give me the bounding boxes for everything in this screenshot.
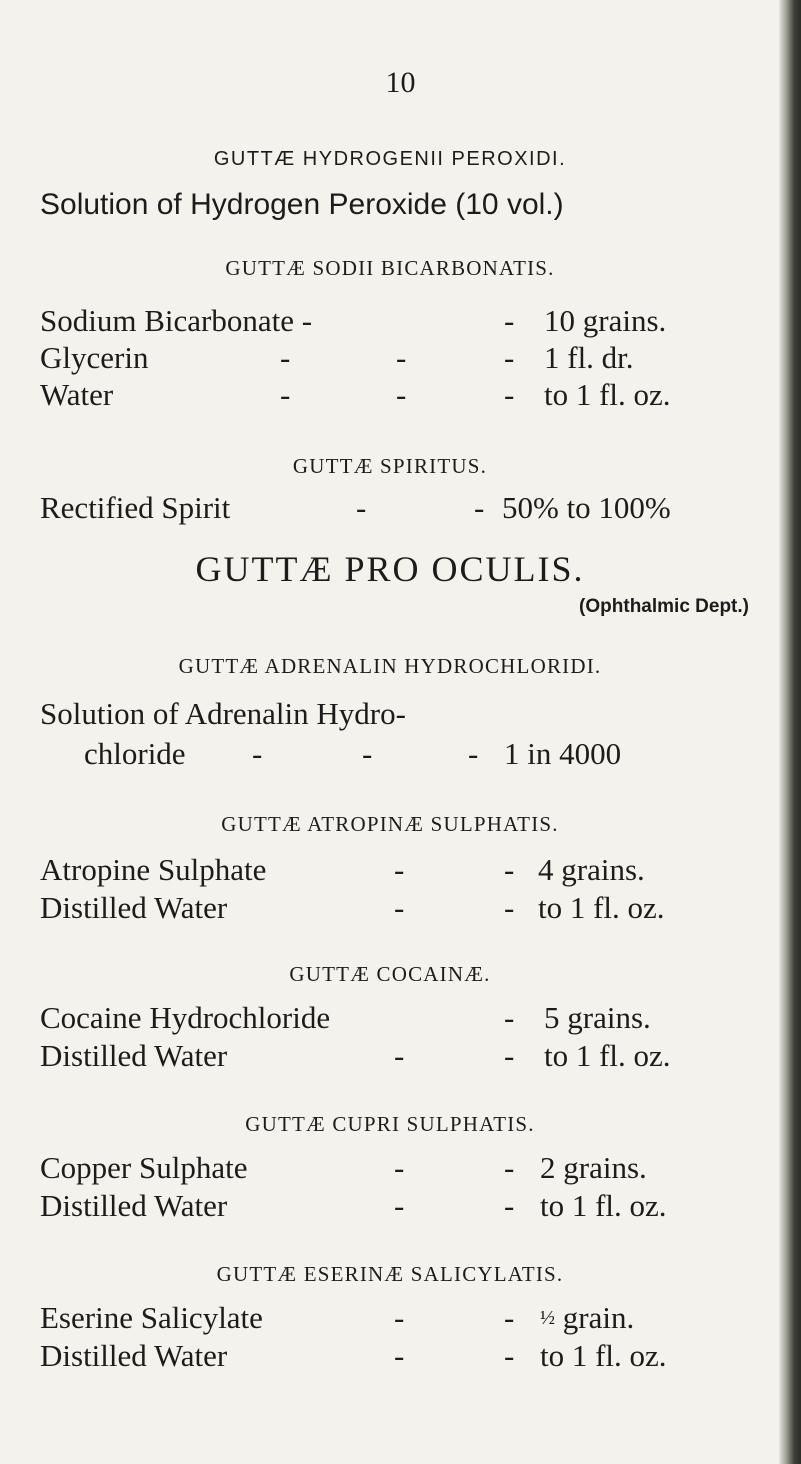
ingredient-row <box>40 890 740 930</box>
ingredient-quantity: 10 grains. <box>544 303 667 338</box>
ingredient-quantity: 5 grains. <box>544 1000 651 1035</box>
leader-dash: - <box>504 890 515 925</box>
ingredient-name: Atropine Sulphate <box>40 852 267 887</box>
ingredient-row <box>40 1188 740 1228</box>
ophthalmic-dept-note: (Ophthalmic Dept.) <box>579 596 749 617</box>
leader-dash: - <box>504 1338 515 1373</box>
ingredient-row <box>84 736 744 776</box>
fraction-half: ½ <box>540 1307 555 1329</box>
ingredient-name: Distilled Water <box>40 1188 228 1223</box>
hydrogen-peroxide-solution: Solution of Hydrogen Peroxide (10 vol.) <box>40 188 564 221</box>
leader-dash: - <box>394 1300 405 1335</box>
ingredient-name: Water <box>40 377 114 412</box>
heading-eserinae-salicylatis: GUTTÆ ESERINÆ SALICYLATIS. <box>216 1262 564 1286</box>
ingredient-quantity: 4 grains. <box>538 852 645 887</box>
leader-dash: - <box>504 303 515 338</box>
leader-dash: - <box>504 340 515 375</box>
ingredient-row <box>40 303 740 343</box>
leader-dash: - <box>504 1300 515 1335</box>
heading-spiritus: GUTTÆ SPIRITUS. <box>292 454 488 478</box>
leader-dash: - <box>394 852 405 887</box>
leader-dash: - <box>356 490 367 525</box>
ingredient-row <box>40 852 740 892</box>
page-number: 10 <box>385 66 416 99</box>
leader-dash: - <box>468 736 479 771</box>
ingredient-name: Glycerin <box>40 340 149 375</box>
ingredient-row <box>40 377 740 417</box>
heading-atropinae: GUTTÆ ATROPINÆ SULPHATIS. <box>221 812 559 836</box>
heading-pro-oculis: GUTTÆ PRO OCULIS. <box>195 549 585 589</box>
heading-cupri-sulphatis: GUTTÆ CUPRI SULPHATIS. <box>245 1112 535 1136</box>
leader-dash: - <box>504 1038 515 1073</box>
leader-dash: - <box>394 1338 405 1373</box>
ingredient-quantity: to 1 fl. oz. <box>540 1188 667 1223</box>
ingredient-row <box>40 1150 740 1190</box>
ingredient-row <box>40 1338 740 1378</box>
ingredient-row <box>40 1300 740 1340</box>
adrenalin-solution-line: Solution of Adrenalin Hydro- <box>40 696 406 731</box>
leader-dash: - <box>362 736 373 771</box>
leader-dash: - <box>504 1188 515 1223</box>
leader-dash: - <box>396 340 407 375</box>
ingredient-name: Distilled Water <box>40 890 228 925</box>
leader-dash: - <box>280 340 291 375</box>
leader-dash: - <box>474 490 485 525</box>
leader-dash: - <box>504 377 515 412</box>
quantity-unit: grain. <box>562 1300 635 1335</box>
leader-dash: - <box>394 890 405 925</box>
ingredient-row <box>40 1038 740 1078</box>
ingredient-row <box>40 340 740 380</box>
ingredient-quantity: 1 in 4000 <box>504 736 622 771</box>
ingredient-name: Distilled Water <box>40 1038 228 1073</box>
ingredient-quantity <box>540 1300 634 1336</box>
ingredient-quantity: 2 grains. <box>540 1150 647 1185</box>
leader-dash: - <box>280 377 291 412</box>
leader-dash: - <box>396 377 407 412</box>
ingredient-quantity: to 1 fl. oz. <box>538 890 665 925</box>
ingredient-quantity: to 1 fl. oz. <box>544 1038 671 1073</box>
leader-dash: - <box>394 1038 405 1073</box>
page-edge-shadow <box>779 0 801 1464</box>
heading-adrenalin: GUTTÆ ADRENALIN HYDROCHLORIDI. <box>178 654 602 678</box>
leader-dash: - <box>504 1000 515 1035</box>
ingredient-name: Rectified Spirit <box>40 490 231 525</box>
ingredient-name: Copper Sulphate <box>40 1150 248 1185</box>
ingredient-quantity: 1 fl. dr. <box>544 340 634 375</box>
ingredient-quantity: to 1 fl. oz. <box>540 1338 667 1373</box>
leader-dash: - <box>394 1150 405 1185</box>
ingredient-row <box>40 1000 740 1040</box>
heading-cocainae: GUTTÆ COCAINÆ. <box>289 962 491 986</box>
ingredient-quantity: to 1 fl. oz. <box>544 377 671 412</box>
ingredient-name: chloride <box>84 736 186 771</box>
ingredient-name: Sodium Bicarbonate - <box>40 303 313 338</box>
ingredient-quantity: 50% to 100% <box>502 490 671 525</box>
ingredient-name: Distilled Water <box>40 1338 228 1373</box>
leader-dash: - <box>504 852 515 887</box>
leader-dash: - <box>252 736 263 771</box>
ingredient-name: Cocaine Hydrochloride <box>40 1000 331 1035</box>
heading-sodii-bicarbonatis: GUTTÆ SODII BICARBONATIS. <box>225 256 555 280</box>
leader-dash: - <box>504 1150 515 1185</box>
ingredient-row <box>40 490 740 530</box>
ingredient-name: Eserine Salicylate <box>40 1300 263 1335</box>
heading-hydrogen-peroxide: GUTTÆ HYDROGENII PEROXIDI. <box>213 148 567 170</box>
leader-dash: - <box>394 1188 405 1223</box>
